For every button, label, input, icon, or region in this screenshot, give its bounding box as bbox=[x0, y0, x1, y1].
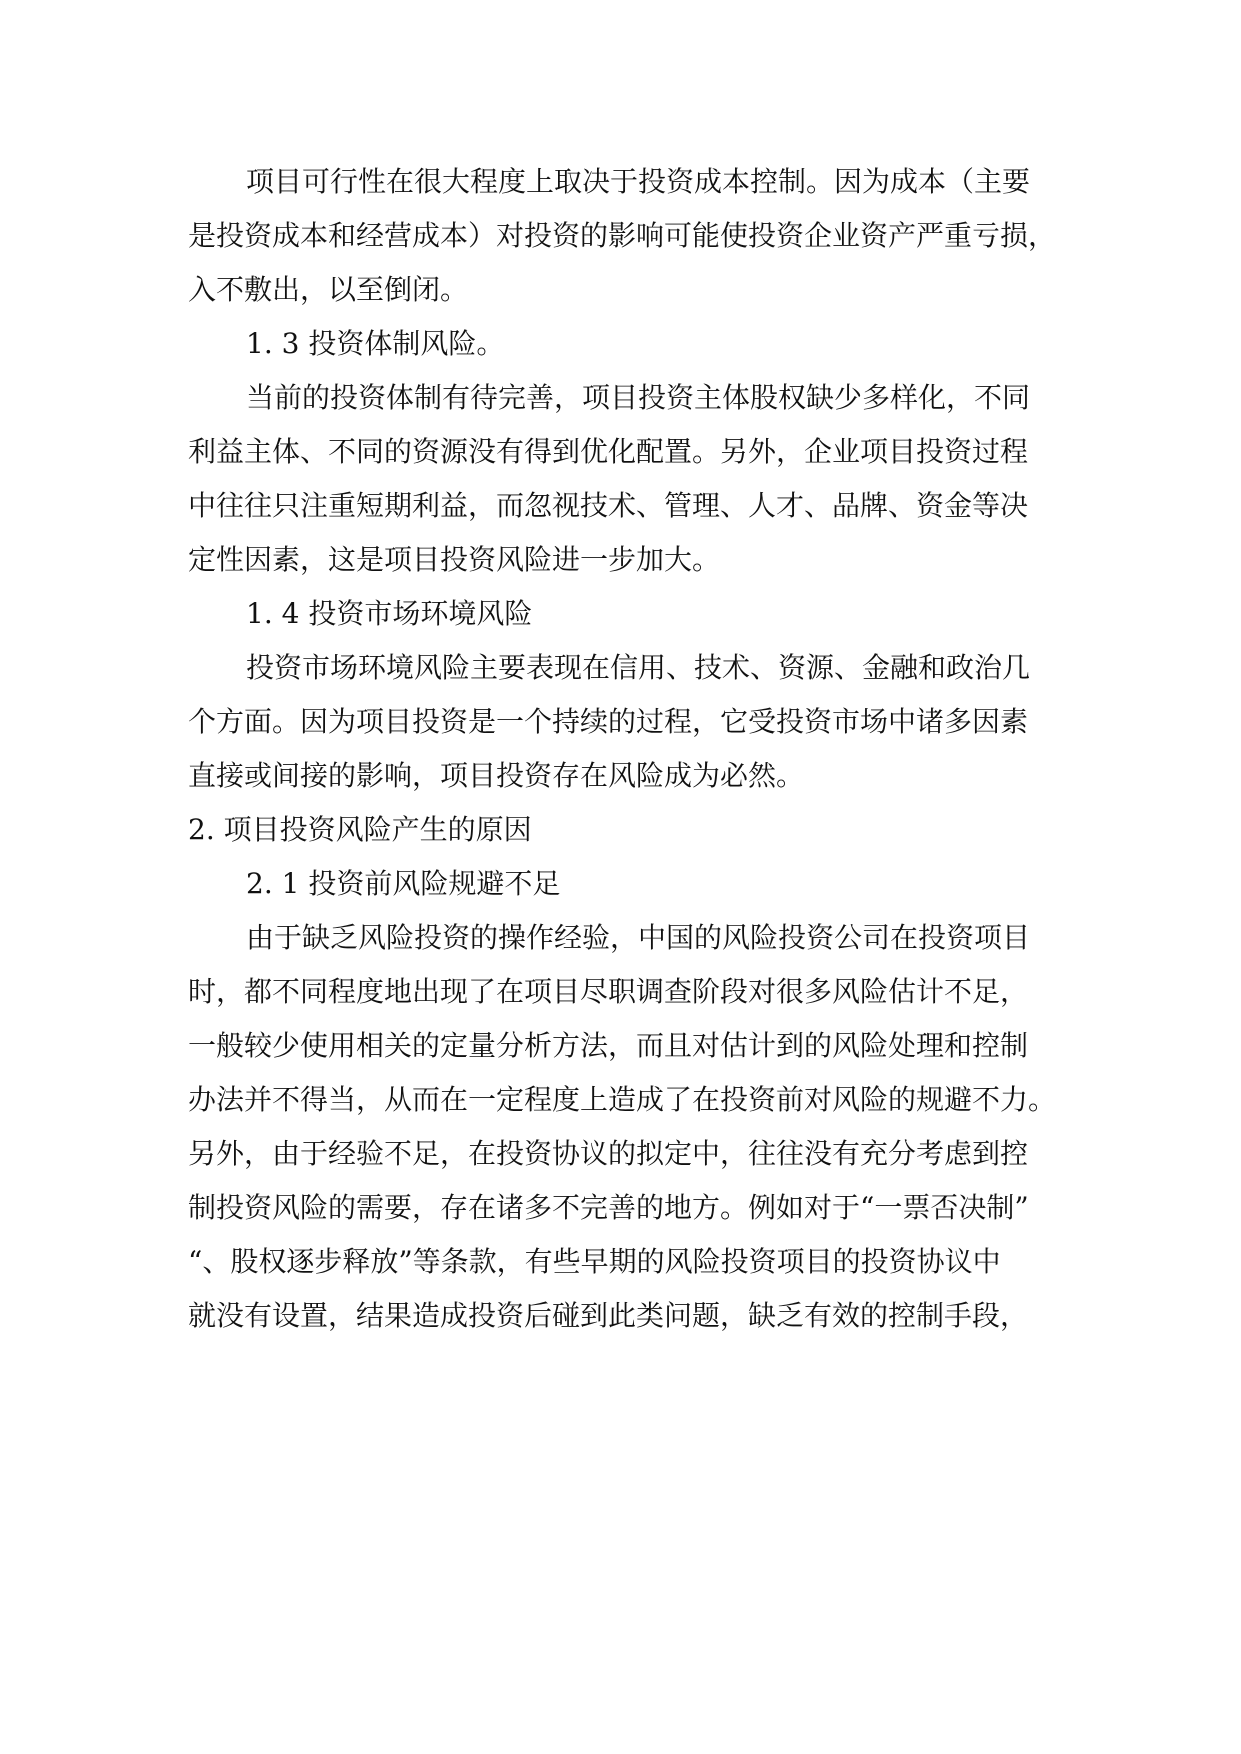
paragraph-line: 一般较少使用相关的定量分析方法，而且对估计到的风险处理和控制 bbox=[188, 1029, 1029, 1062]
paragraph-line: 制投资风险的需要，存在诸多不完善的地方。例如对于“一票否决制” bbox=[188, 1191, 1029, 1224]
paragraph-line: 当前的投资体制有待完善，项目投资主体股权缺少多样化，不同 bbox=[246, 381, 1031, 414]
paragraph-line: 项目可行性在很大程度上取决于投资成本控制。因为成本（主要 bbox=[246, 165, 1031, 198]
chapter-heading: 2. 项目投资风险产生的原因 bbox=[188, 813, 532, 846]
paragraph-line: “、股权逐步释放”等条款，有些早期的风险投资项目的投资协议中 bbox=[188, 1245, 1001, 1278]
paragraph-line: 定性因素，这是项目投资风险进一步加大。 bbox=[188, 543, 721, 576]
paragraph-line: 办法并不得当，从而在一定程度上造成了在投资前对风险的规避不力。 bbox=[188, 1083, 1057, 1116]
paragraph-line: 是投资成本和经营成本）对投资的影响可能使投资企业资产严重亏损， bbox=[188, 219, 1057, 252]
paragraph-line: 中往往只注重短期利益，而忽视技术、管理、人才、品牌、资金等决 bbox=[188, 489, 1029, 522]
paragraph-line: 个方面。因为项目投资是一个持续的过程，它受投资市场中诸多因素 bbox=[188, 705, 1029, 738]
paragraph-line: 直接或间接的影响，项目投资存在风险成为必然。 bbox=[188, 759, 805, 792]
paragraph-line: 入不敷出，以至倒闭。 bbox=[188, 273, 469, 306]
paragraph-line: 就没有设置，结果造成投资后碰到此类问题，缺乏有效的控制手段， bbox=[188, 1299, 1029, 1332]
section-heading: 1. 3 投资体制风险。 bbox=[246, 327, 505, 360]
paragraph-line: 利益主体、不同的资源没有得到优化配置。另外，企业项目投资过程 bbox=[188, 435, 1029, 468]
paragraph-line: 由于缺乏风险投资的操作经验，中国的风险投资公司在投资项目 bbox=[246, 921, 1031, 954]
section-heading: 2. 1 投资前风险规避不足 bbox=[246, 867, 561, 900]
section-heading: 1. 4 投资市场环境风险 bbox=[246, 597, 533, 630]
paragraph-line: 时，都不同程度地出现了在项目尽职调查阶段对很多风险估计不足， bbox=[188, 975, 1029, 1008]
paragraph-line: 投资市场环境风险主要表现在信用、技术、资源、金融和政治几 bbox=[246, 651, 1031, 684]
paragraph-line: 另外，由于经验不足，在投资协议的拟定中，往往没有充分考虑到控 bbox=[188, 1137, 1029, 1170]
